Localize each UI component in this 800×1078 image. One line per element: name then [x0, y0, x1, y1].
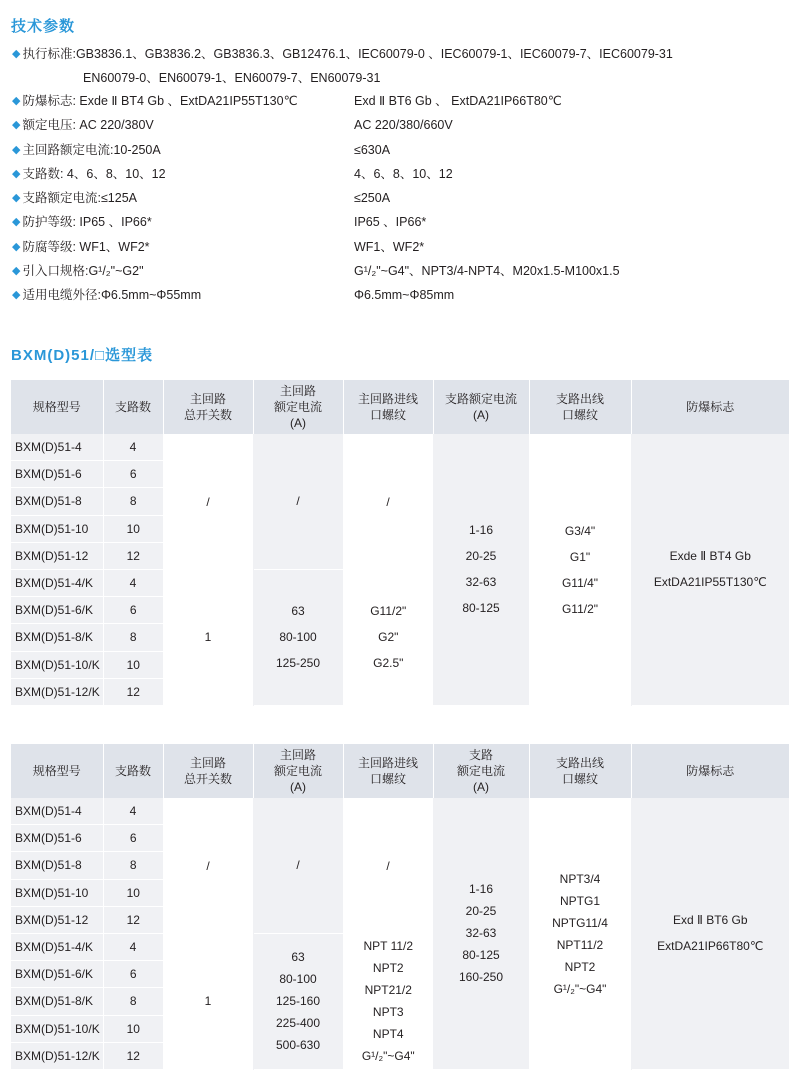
branch-thread-item: G11/4" [561, 575, 599, 590]
explosion-marking-item: ExtDA21IP66T80℃ [657, 939, 764, 954]
main-thread-item: NPT2 [372, 961, 404, 976]
branch-current-item: 1-16 [468, 523, 494, 538]
column-header: 支路出线 口螺纹 [529, 744, 631, 798]
spec-value-left: 防护等级: IP65 、IP66* [22, 215, 152, 229]
branch-count-cell: 12 [103, 1042, 163, 1069]
column-header: 防爆标志 [631, 744, 789, 798]
model-cell: BXM(D)51-10/K [11, 651, 103, 678]
main-switch-cell: 1 [163, 933, 253, 1069]
branch-thread [530, 518, 631, 622]
model-cell: BXM(D)51-8 [11, 852, 103, 879]
branch-thread-item: NPT2 [564, 959, 596, 974]
column-header: 支路数 [103, 380, 163, 434]
main-thread [344, 598, 434, 676]
model-cell: BXM(D)51-6 [11, 461, 103, 488]
spec-value-right: AC 220/380/660V [354, 118, 453, 132]
main-current-cell: / [253, 798, 343, 933]
diamond-bullet-icon: ◆ [12, 95, 21, 107]
branch-count-cell: 10 [103, 651, 163, 678]
main-current-item: 63 [291, 950, 305, 965]
main-thread-cell: / [343, 798, 433, 933]
main-thread-cell [343, 933, 433, 1069]
explosion-marking-item: Exd Ⅱ BT6 Gb [672, 913, 748, 928]
standards-continuation: EN60079-0、EN60079-1、EN60079-7、EN60079-31 [83, 71, 381, 85]
main-current-cell [253, 933, 343, 1069]
branch-count-cell: 12 [103, 906, 163, 933]
main-current [254, 946, 343, 1056]
model-cell: BXM(D)51-12 [11, 542, 103, 569]
spec-section-title: 技术参数 [11, 18, 76, 35]
branch-current-item: 20-25 [465, 904, 497, 919]
branch-count-cell: 4 [103, 933, 163, 960]
spec-row [12, 44, 673, 64]
model-cell: BXM(D)51-4/K [11, 933, 103, 960]
column-header: 主回路进线 口螺纹 [343, 744, 433, 798]
branch-current-cell [433, 434, 529, 705]
branch-current-item: 1-16 [468, 882, 494, 897]
column-header: 主回路 额定电流 (A) [253, 744, 343, 798]
spec-value-right: Exd Ⅱ BT6 Gb 、 ExtDA21IP66T80℃ [354, 94, 562, 108]
main-current-cell [253, 569, 343, 705]
main-thread-item: G2.5" [373, 656, 404, 671]
branch-count-cell: 6 [103, 961, 163, 988]
column-header: 支路数 [103, 744, 163, 798]
branch-thread-item: NPTG1 [559, 893, 600, 908]
main-current-item: 125-250 [275, 656, 321, 671]
main-thread-item: NPT 11/2 [363, 939, 414, 954]
explosion-marking-item: Exde Ⅱ BT4 Gb [669, 549, 751, 564]
main-thread-cell [343, 569, 433, 705]
branch-thread-item: NPT11/2 [556, 937, 604, 952]
branch-current-cell [433, 798, 529, 1069]
spec-row [12, 188, 391, 208]
spec-value-left: 引入口规格:G¹/₂"~G2" [22, 264, 144, 278]
branch-count-cell: 8 [103, 852, 163, 879]
diamond-bullet-icon: ◆ [12, 168, 21, 180]
model-cell: BXM(D)51-4 [11, 798, 103, 825]
main-thread-item: NPT4 [372, 1027, 404, 1042]
spec-value-right: Φ6.5mm~Φ85mm [354, 288, 455, 302]
spec-value-right: ≤250A [354, 191, 391, 205]
explosion-marking-cell [631, 798, 789, 1069]
column-header: 主回路进线 口螺纹 [343, 380, 433, 434]
model-cell: BXM(D)51-6/K [11, 597, 103, 624]
diamond-bullet-icon: ◆ [12, 265, 21, 277]
main-current-item: 80-100 [279, 630, 317, 645]
diamond-bullet-icon: ◆ [12, 289, 21, 301]
spec-value-left: 适用电缆外径:Φ6.5mm~Φ55mm [22, 288, 202, 302]
column-header: 主回路 额定电流 (A) [253, 380, 343, 434]
explosion-marking-cell [631, 434, 789, 705]
branch-count-cell: 10 [103, 1015, 163, 1042]
branch-thread-item: NPTG11/4 [552, 915, 608, 930]
table-row [11, 434, 789, 461]
main-current-item: 63 [291, 604, 305, 619]
branch-thread-cell [529, 798, 631, 1069]
column-header: 防爆标志 [631, 380, 789, 434]
diamond-bullet-icon: ◆ [12, 216, 21, 228]
spec-row [12, 140, 391, 160]
spec-row [12, 261, 620, 281]
column-header: 支路额定电流 (A) [433, 380, 529, 434]
branch-count-cell: 8 [103, 624, 163, 651]
table-row [11, 798, 789, 825]
model-cell: BXM(D)51-10 [11, 515, 103, 542]
spec-value-right: G¹/₂"~G4"、NPT3/4-NPT4、M20x1.5-M100x1.5 [354, 264, 620, 278]
model-cell: BXM(D)51-10 [11, 879, 103, 906]
column-header: 主回路 总开关数 [163, 380, 253, 434]
branch-thread-item: G1" [569, 549, 591, 564]
branch-current [434, 517, 529, 621]
main-switch-cell: / [163, 434, 253, 569]
model-cell: BXM(D)51-10/K [11, 1015, 103, 1042]
branch-current-item: 32-63 [465, 575, 497, 590]
diamond-bullet-icon: ◆ [12, 144, 21, 156]
spec-value-left: 支路数: 4、6、8、10、12 [22, 167, 166, 181]
selection-table-title: BXM(D)51/□选型表 [11, 347, 154, 364]
model-cell: BXM(D)51-12/K [11, 678, 103, 705]
main-current [254, 598, 343, 676]
spec-value-right: WF1、WF2* [354, 240, 425, 254]
branch-count-cell: 10 [103, 879, 163, 906]
column-header: 支路 额定电流 (A) [433, 744, 529, 798]
branch-thread-item: NPT3/4 [559, 871, 601, 886]
explosion-marking-item: ExtDA21IP55T130℃ [653, 575, 767, 590]
branch-count-cell: 6 [103, 597, 163, 624]
spec-value-left: 支路额定电流:≤125A [22, 191, 137, 205]
main-switch-cell: / [163, 798, 253, 933]
spec-value-right: 4、6、8、10、12 [354, 167, 453, 181]
branch-thread-item: G3/4" [564, 523, 596, 538]
spec-value-left: 执行标准:GB3836.1、GB3836.2、GB3836.3、GB12476.1、IEC60079-0 、IEC60079-1、IEC60079-7、IEC60079-31 [22, 47, 673, 61]
model-cell: BXM(D)51-8 [11, 488, 103, 515]
branch-current-item: 160-250 [458, 970, 504, 985]
main-switch-cell: 1 [163, 569, 253, 705]
spec-row [12, 91, 562, 111]
diamond-bullet-icon: ◆ [12, 119, 21, 131]
diamond-bullet-icon: ◆ [12, 192, 21, 204]
column-header: 支路出线 口螺纹 [529, 380, 631, 434]
main-current-item: 225-400 [275, 1016, 321, 1031]
model-cell: BXM(D)51-6/K [11, 961, 103, 988]
diamond-bullet-icon: ◆ [12, 48, 21, 60]
column-header: 规格型号 [11, 380, 103, 434]
main-thread-item: G2" [378, 630, 399, 645]
column-header: 主回路 总开关数 [163, 744, 253, 798]
spec-value-right: IP65 、IP66* [354, 215, 427, 229]
main-thread-item: G¹/₂"~G4" [361, 1049, 415, 1064]
branch-thread-cell [529, 434, 631, 705]
model-cell: BXM(D)51-4 [11, 434, 103, 461]
branch-thread [530, 868, 631, 1000]
branch-count-cell: 4 [103, 798, 163, 825]
branch-current-item: 80-125 [462, 601, 500, 616]
model-cell: BXM(D)51-12/K [11, 1042, 103, 1069]
spec-row [12, 285, 455, 305]
branch-count-cell: 8 [103, 488, 163, 515]
branch-thread-item: G¹/₂"~G4" [553, 981, 607, 996]
main-thread-item: NPT21/2 [364, 983, 412, 998]
main-thread-item: NPT3 [372, 1005, 404, 1020]
branch-count-cell: 6 [103, 825, 163, 852]
main-thread-cell: / [343, 434, 433, 569]
diamond-bullet-icon: ◆ [12, 241, 21, 253]
spec-row [12, 212, 427, 232]
spec-value-left: 防腐等级: WF1、WF2* [22, 240, 150, 254]
branch-count-cell: 12 [103, 678, 163, 705]
main-current-item: 80-100 [279, 972, 317, 987]
explosion-marking [632, 543, 790, 595]
spec-value-left: 额定电压: AC 220/380V [22, 118, 154, 132]
branch-count-cell: 4 [103, 434, 163, 461]
branch-count-cell: 12 [103, 542, 163, 569]
main-current-cell: / [253, 434, 343, 569]
branch-current-item: 20-25 [465, 549, 497, 564]
main-current-item: 500-630 [275, 1038, 321, 1053]
selection-table-2 [11, 744, 789, 1070]
spec-row [12, 115, 453, 135]
explosion-marking [632, 907, 790, 959]
branch-count-cell: 6 [103, 461, 163, 488]
branch-thread-item: G11/2" [561, 601, 599, 616]
model-cell: BXM(D)51-12 [11, 906, 103, 933]
spec-value-right: ≤630A [354, 143, 391, 157]
main-thread [344, 935, 434, 1067]
model-cell: BXM(D)51-8/K [11, 988, 103, 1015]
spec-row [12, 237, 425, 257]
model-cell: BXM(D)51-8/K [11, 624, 103, 651]
main-current-item: 125-160 [275, 994, 321, 1009]
model-cell: BXM(D)51-6 [11, 825, 103, 852]
branch-count-cell: 10 [103, 515, 163, 542]
column-header: 规格型号 [11, 744, 103, 798]
spec-value-left: 防爆标志: Exde Ⅱ BT4 Gb 、ExtDA21IP55T130℃ [22, 94, 298, 108]
branch-current-item: 32-63 [465, 926, 497, 941]
branch-current [434, 878, 529, 988]
branch-count-cell: 8 [103, 988, 163, 1015]
branch-current-item: 80-125 [462, 948, 500, 963]
model-cell: BXM(D)51-4/K [11, 569, 103, 596]
spec-row [12, 164, 453, 184]
selection-table-1 [11, 380, 789, 706]
spec-value-left: 主回路额定电流:10-250A [22, 143, 161, 157]
main-thread-item: G11/2" [370, 604, 407, 619]
branch-count-cell: 4 [103, 569, 163, 596]
